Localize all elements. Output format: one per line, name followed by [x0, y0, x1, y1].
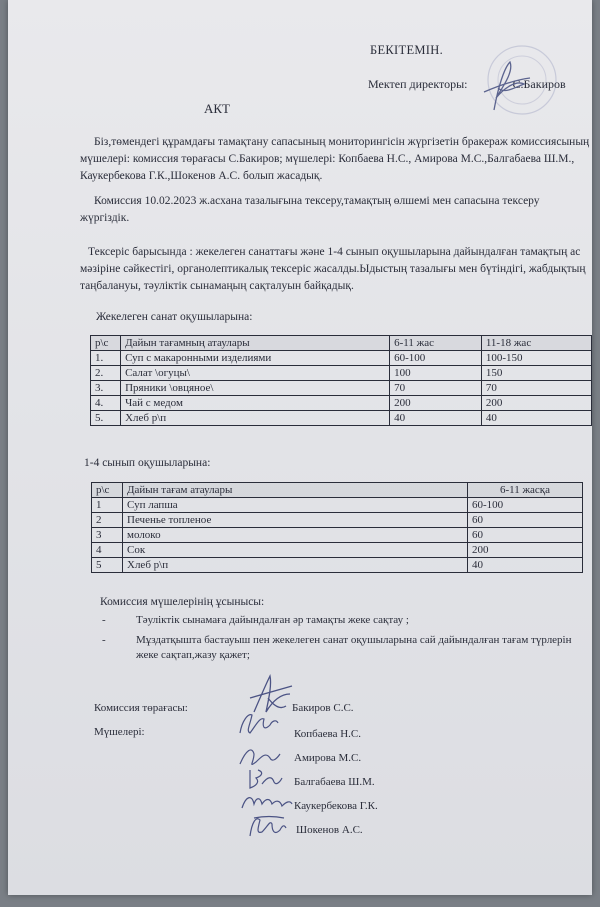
- list-item: - Тәуліктік сынамаға дайындалған әр тамақты жеке сақтау ;: [102, 614, 409, 626]
- member-name: Шокенов А.С.: [296, 824, 363, 836]
- header-cell: 11-18 жас: [481, 336, 591, 351]
- table-cell: 3.: [91, 381, 121, 396]
- table-cell: Салат \огуцы\: [121, 366, 390, 381]
- director-label: Мектеп директоры:: [368, 77, 468, 91]
- director-name: С.Бакиров: [512, 77, 566, 91]
- table-cell: молоко: [123, 528, 468, 543]
- table-header-row: [92, 483, 583, 498]
- paragraph-inspection: Комиссия 10.02.2023 ж.асхана тазалығына тексеру,тамақтың өлшемі мен сапасына тексеру жүргіздік.: [80, 195, 540, 224]
- table2-caption: 1-4 сынып оқушыларына:: [84, 457, 211, 469]
- table-cell: 4.: [91, 396, 121, 411]
- table-cell: 40: [468, 558, 583, 573]
- member-name: Амирова М.С.: [294, 752, 362, 764]
- director-signature-icon: [474, 58, 534, 113]
- header-cell: 6-11 жас: [390, 336, 482, 351]
- paragraph-findings: Тексеріс барысында : жекелеген санаттағы және 1-4 сынып оқушыларына дайындалған тамақтың ас мәзіріне сәйкестігі, органолептикалық тексеріс жасалды.Ыдыстың тазалығы мен бүтіндігі, жабдықтың таңбалануы, тәуліктік сынамаңың сақталуын байқадық.: [80, 246, 586, 292]
- table-cell: 5: [92, 558, 123, 573]
- table-row: [92, 513, 583, 528]
- list-item: - Мұздатқышта бастауыш пен жекелеген санат оқушыларына сай дайындалған тағам түрлерін жеке сақтап,жазу қажет;: [102, 634, 572, 661]
- table-row: [92, 528, 583, 543]
- recommendations-heading: Комиссия мүшелерінің ұсынысы:: [100, 596, 265, 608]
- table-cell: 60: [468, 513, 583, 528]
- table-row: [92, 543, 583, 558]
- table-header-row: [91, 336, 592, 351]
- table-row: [91, 381, 592, 396]
- table-cell: Сок: [123, 543, 468, 558]
- members-label: Мүшелері:: [94, 726, 145, 738]
- table-cell: Суп с макаронными изделиями: [121, 351, 390, 366]
- recommendations-list: [102, 608, 582, 663]
- table-cell: 200: [468, 543, 583, 558]
- member-name: Копбаева Н.С.: [294, 728, 361, 740]
- member-signature-icon: [234, 707, 280, 741]
- member-signature-icon: [244, 812, 288, 842]
- header-cell: р\с: [91, 336, 121, 351]
- table-row: [92, 558, 583, 573]
- table-cell: Пряники \овцяное\: [121, 381, 390, 396]
- table-cell: 5.: [91, 411, 121, 426]
- menu-table-category: [90, 335, 592, 426]
- table-cell: 1.: [91, 351, 121, 366]
- table-cell: 60-100: [390, 351, 482, 366]
- chair-name: Бакиров С.С.: [292, 702, 354, 714]
- table-row: [91, 411, 592, 426]
- menu-table-primary: [91, 482, 583, 573]
- approve-heading: БЕКІТЕМІН.: [370, 43, 444, 57]
- header-cell: Дайын тағамның атаулары: [121, 336, 390, 351]
- act-title: АКТ: [204, 101, 230, 116]
- recommendation-text: Тәуліктік сынамаға дайындалған әр тамақты жеке сақтау ;: [136, 614, 409, 626]
- chair-label: Комиссия төрағасы:: [94, 702, 188, 714]
- table-cell: 4: [92, 543, 123, 558]
- table-cell: 70: [481, 381, 591, 396]
- paragraph-commission: Біз,төмендегі құрамдағы тамақтану сапасының мониторингісін жүргізетін бракераж комиссиясының мүшелері: комиссия төрағасы С.Бакиров; мүшелері: Копбаева Н.С., Амирова М.С.,Балгабаева Ш.М., Каукербекова Г.К.,Шокенов А.С. болып жасадық.: [80, 136, 590, 182]
- table-row: [91, 396, 592, 411]
- table-row: [91, 366, 592, 381]
- table-cell: Чай с медом: [121, 396, 390, 411]
- table-cell: 200: [481, 396, 591, 411]
- header-cell: р\с: [92, 483, 123, 498]
- table-cell: 1: [92, 498, 123, 513]
- table-cell: 3: [92, 528, 123, 543]
- table-row: [91, 351, 592, 366]
- table-cell: 60: [468, 528, 583, 543]
- header-cell: 6-11 жасқа: [468, 483, 583, 498]
- table-cell: 200: [390, 396, 482, 411]
- recommendation-text: Мұздатқышта бастауыш пен жекелеген санат оқушыларына сай дайындалған тағам түрлерін жеке сақтап,жазу қажет;: [136, 634, 572, 661]
- table-cell: 40: [481, 411, 591, 426]
- table-cell: Хлеб р\п: [121, 411, 390, 426]
- table1-caption: Жекелеген санат оқушыларына:: [96, 311, 253, 323]
- table-cell: Суп лапша: [123, 498, 468, 513]
- member-name: Каукербекова Г.К.: [294, 800, 378, 812]
- table-cell: 100-150: [481, 351, 591, 366]
- table-cell: 70: [390, 381, 482, 396]
- director-line: [368, 77, 566, 92]
- table-cell: 100: [390, 366, 482, 381]
- table-cell: 2: [92, 513, 123, 528]
- table-cell: 40: [390, 411, 482, 426]
- table-cell: 2.: [91, 366, 121, 381]
- table-cell: 150: [481, 366, 591, 381]
- member-name: Балгабаева Ш.М.: [294, 776, 375, 788]
- table-cell: Печенье топленое: [123, 513, 468, 528]
- table-cell: 60-100: [468, 498, 583, 513]
- table-cell: Хлеб р\п: [123, 558, 468, 573]
- document-page: [8, 0, 592, 895]
- table-row: [92, 498, 583, 513]
- header-cell: Дайын тағам атаулары: [123, 483, 468, 498]
